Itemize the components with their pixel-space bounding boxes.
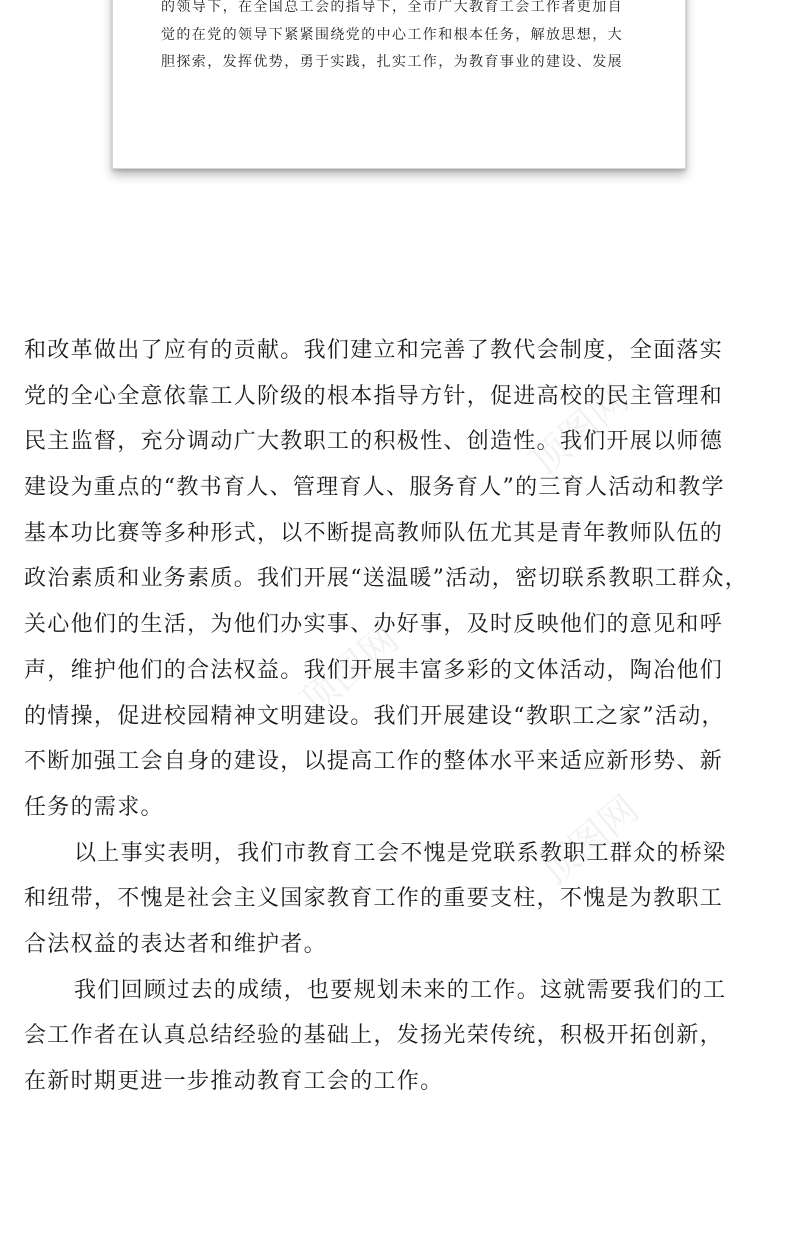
preview-line: 胆探索，发挥优势，勇于实践，扎实工作，为教育事业的建设、发展 [161,54,623,70]
paragraph-line: 和改革做出了应有的贡献。我们建立和完善了教代会制度，全面落实 [24,338,724,363]
paragraph-line: 在新时期更进一步推动教育工会的工作。 [24,1069,444,1094]
document-preview-card [112,0,686,169]
paragraph-line: 民主监督，充分调动广大教职工的积极性、创造性。我们开展以师德 [24,429,724,455]
preview-line: 觉的在党的领导下紧紧围绕党的中心工作和根本任务，解放思想，大 [161,27,623,43]
watermark-text: 顶图网 [291,616,408,724]
paragraph-line: 建设为重点的“教书育人、管理育人、服务育人”的三育人活动和教学 [24,475,725,501]
paragraph-line: 基本功比赛等多种形式，以不断提高教师队伍尤其是青年教师队伍的 [24,520,724,546]
watermark-text: 顶图网 [531,786,648,894]
paragraph-line: 党的全心全意依靠工人阶级的根本指导方针，促进高校的民主管理和 [24,383,724,409]
paragraph-line: 政治素质和业务素质。我们开展“送温暖”活动，密切联系教职工群众， [24,566,749,592]
paragraph-line: 以上事实表明，我们市教育工会不愧是党联系教职工群众的桥梁 [74,840,727,866]
paragraph-line: 和纽带，不愧是社会主义国家教育工作的重要支柱，不愧是为教职工 [24,886,724,912]
paragraph-line: 会工作者在认真总结经验的基础上，发扬光荣传统，积极开拓创新， [24,1023,724,1049]
article-body [24,328,784,1105]
paragraph-line: 我们回顾过去的成绩，也要规划未来的工作。这就需要我们的工 [74,977,727,1003]
watermark-text: 顶图网 [521,376,638,484]
paragraph-line: 合法权益的表达者和维护者。 [24,931,327,957]
paragraph-line: 关心他们的生活，为他们办实事、办好事，及时反映他们的意见和呼 [24,612,724,638]
preview-line: 的领导下，在全国总工会的指导下，全市广大教育工会工作者更加自 [161,0,623,15]
paragraph-line: 不断加强工会自身的建设，以提高工作的整体水平来适应新形势、新 [24,749,724,775]
paragraph-line: 任务的需求。 [24,794,164,820]
paragraph-line: 声，维护他们的合法权益。我们开展丰富多彩的文体活动，陶冶他们 [24,657,724,683]
paragraph-line: 的情操，促进校园精神文明建设。我们开展建设“教职工之家”活动， [24,703,725,729]
